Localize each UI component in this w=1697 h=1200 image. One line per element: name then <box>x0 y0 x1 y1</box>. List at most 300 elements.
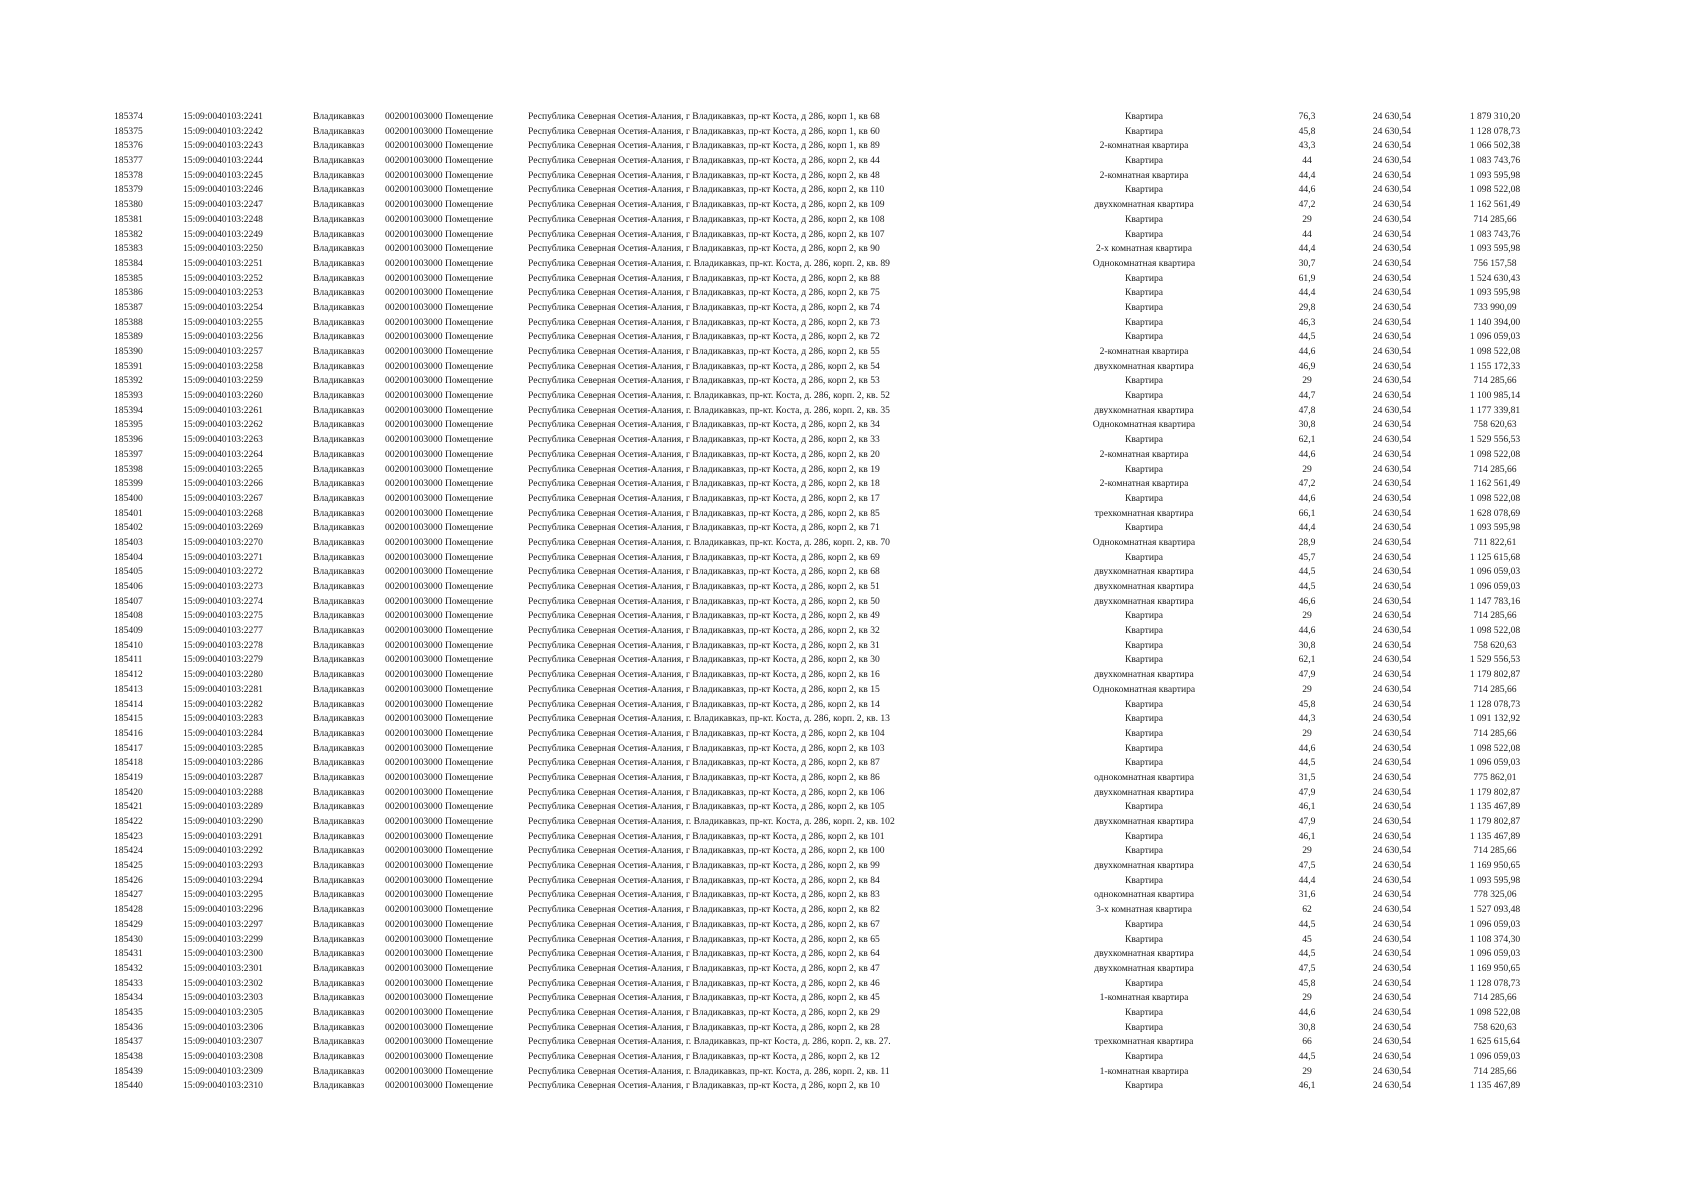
object-type: 002001003000 Помещение <box>385 948 494 960</box>
unit-cost: 24 630,54 <box>1372 404 1412 416</box>
premises-description: Квартира <box>1124 434 1164 446</box>
area-value: 29 <box>1302 463 1312 475</box>
object-type: 002001003000 Помещение <box>385 933 494 945</box>
cadastral-number: 15:09:0040103:2272 <box>183 566 263 578</box>
cadastral-number: 15:09:0040103:2305 <box>183 1006 263 1018</box>
address: Республика Северная Осетия-Алания, г Владикавказ, пр-кт Коста, д 286, корп 2, кв 104 <box>528 727 885 739</box>
address: Республика Северная Осетия-Алания, г Владикавказ, пр-кт Коста, д 286, корп 2, кв 30 <box>528 654 880 666</box>
row-number: 185395 <box>114 419 143 431</box>
premises-description: Однокомнатная квартира <box>1092 536 1196 548</box>
cadastral-value: 1 169 950,65 <box>1469 962 1521 974</box>
row-number: 185433 <box>114 977 143 989</box>
city-name: Владикавказ <box>313 522 365 534</box>
address: Республика Северная Осетия-Алания, г Владикавказ, пр-кт Коста, д 286, корп 2, кв 10 <box>528 1080 880 1092</box>
table-row <box>0 154 1697 169</box>
address: Республика Северная Осетия-Алания, г Владикавказ, пр-кт Коста, д 286, корп 2, кв 90 <box>528 243 880 255</box>
object-type: 002001003000 Помещение <box>385 1065 494 1077</box>
city-name: Владикавказ <box>313 272 365 284</box>
cadastral-number: 15:09:0040103:2250 <box>183 243 263 255</box>
object-type: 002001003000 Помещение <box>385 845 494 857</box>
cadastral-value: 1 100 985,14 <box>1469 390 1521 402</box>
area-value: 44,5 <box>1298 566 1316 578</box>
cadastral-number: 15:09:0040103:2271 <box>183 551 263 563</box>
address: Республика Северная Осетия-Алания, г Владикавказ, пр-кт Коста, д 286, корп 2, кв 19 <box>528 463 880 475</box>
premises-description: 1-комнатная квартира <box>1099 992 1189 1004</box>
cadastral-number: 15:09:0040103:2254 <box>183 301 263 313</box>
area-value: 66 <box>1302 1036 1312 1048</box>
row-number: 185432 <box>114 962 143 974</box>
area-value: 44,3 <box>1298 713 1316 725</box>
cadastral-number: 15:09:0040103:2245 <box>183 169 263 181</box>
city-name: Владикавказ <box>313 492 365 504</box>
area-value: 31,5 <box>1298 771 1316 783</box>
address: Республика Северная Осетия-Алания, г Владикавказ, пр-кт Коста, д 286, корп 2, кв 32 <box>528 625 880 637</box>
row-number: 185375 <box>114 125 143 137</box>
address: Республика Северная Осетия-Алания, г Владикавказ, пр-кт Коста, д 286, корп 2, кв 64 <box>528 948 880 960</box>
city-name: Владикавказ <box>313 228 365 240</box>
cadastral-value: 758 620,63 <box>1473 1021 1517 1033</box>
city-name: Владикавказ <box>313 595 365 607</box>
row-number: 185392 <box>114 375 143 387</box>
city-name: Владикавказ <box>313 125 365 137</box>
unit-cost: 24 630,54 <box>1372 155 1412 167</box>
city-name: Владикавказ <box>313 1065 365 1077</box>
cadastral-number: 15:09:0040103:2262 <box>183 419 263 431</box>
city-name: Владикавказ <box>313 1080 365 1092</box>
cadastral-value: 1 128 078,73 <box>1469 698 1521 710</box>
cadastral-value: 1 093 595,98 <box>1469 169 1521 181</box>
unit-cost: 24 630,54 <box>1372 478 1412 490</box>
cadastral-value: 1 098 522,08 <box>1469 625 1521 637</box>
cadastral-value: 1 093 595,98 <box>1469 874 1521 886</box>
cadastral-number: 15:09:0040103:2293 <box>183 860 263 872</box>
table-row <box>0 815 1697 830</box>
unit-cost: 24 630,54 <box>1372 316 1412 328</box>
address: Республика Северная Осетия-Алания, г Владикавказ, пр-кт Коста, д 286, корп 2, кв 67 <box>528 918 880 930</box>
city-name: Владикавказ <box>313 140 365 152</box>
row-number: 185386 <box>114 287 143 299</box>
area-value: 44,6 <box>1298 448 1316 460</box>
row-number: 185436 <box>114 1021 143 1033</box>
unit-cost: 24 630,54 <box>1372 874 1412 886</box>
cadastral-value: 1 083 743,76 <box>1469 155 1521 167</box>
cadastral-value: 1 125 615,68 <box>1469 551 1521 563</box>
address: Республика Северная Осетия-Алания, г. Владикавказ, пр-кт. Коста, д. 286, корп. 2, кв. 102 <box>528 816 895 827</box>
unit-cost: 24 630,54 <box>1372 169 1412 181</box>
row-number: 185428 <box>114 904 143 916</box>
object-type: 002001003000 Помещение <box>385 360 494 372</box>
row-number: 185398 <box>114 463 143 475</box>
object-type: 002001003000 Помещение <box>385 257 494 269</box>
address: Республика Северная Осетия-Алания, г. Владикавказ, пр-кт. Коста, д. 286, корп. 2, кв. 52 <box>528 390 890 402</box>
cadastral-value: 714 285,66 <box>1473 213 1517 225</box>
object-type: 002001003000 Помещение <box>385 904 494 916</box>
area-value: 47,9 <box>1298 669 1316 681</box>
cadastral-value: 1 098 522,08 <box>1469 492 1521 504</box>
row-number: 185429 <box>114 918 143 930</box>
cadastral-number: 15:09:0040103:2308 <box>183 1051 263 1062</box>
address: Республика Северная Осетия-Алания, г Владикавказ, пр-кт Коста, д 286, корп 2, кв 51 <box>528 581 880 592</box>
object-type: 002001003000 Помещение <box>385 786 494 798</box>
object-type: 002001003000 Помещение <box>385 507 494 519</box>
object-type: 002001003000 Помещение <box>385 434 494 446</box>
address: Республика Северная Осетия-Алания, г Владикавказ, пр-кт Коста, д 286, корп 2, кв 109 <box>528 199 885 211</box>
table-row <box>0 433 1697 448</box>
row-number: 185390 <box>114 346 143 357</box>
cadastral-value: 1 096 059,03 <box>1469 1051 1521 1062</box>
area-value: 28,9 <box>1298 536 1316 548</box>
cadastral-value: 1 096 059,03 <box>1469 757 1521 769</box>
row-number: 185435 <box>114 1006 143 1018</box>
city-name: Владикавказ <box>313 184 365 196</box>
row-number: 185434 <box>114 992 143 1004</box>
cadastral-number: 15:09:0040103:2241 <box>183 111 263 122</box>
row-number: 185394 <box>114 404 143 416</box>
area-value: 45 <box>1302 933 1312 945</box>
object-type: 002001003000 Помещение <box>385 184 494 196</box>
city-name: Владикавказ <box>313 404 365 416</box>
cadastral-value: 1 093 595,98 <box>1469 522 1521 534</box>
unit-cost: 24 630,54 <box>1372 742 1412 754</box>
cadastral-number: 15:09:0040103:2300 <box>183 948 263 960</box>
address: Республика Северная Осетия-Алания, г Владикавказ, пр-кт Коста, д 286, корп 1, кв 68 <box>528 111 880 122</box>
table-row <box>0 257 1697 272</box>
cadastral-number: 15:09:0040103:2259 <box>183 375 263 387</box>
table-row <box>0 580 1697 595</box>
city-name: Владикавказ <box>313 1021 365 1033</box>
table-row <box>0 727 1697 742</box>
row-number: 185413 <box>114 683 143 695</box>
city-name: Владикавказ <box>313 463 365 475</box>
object-type: 002001003000 Помещение <box>385 390 494 402</box>
cadastral-number: 15:09:0040103:2309 <box>183 1065 263 1077</box>
area-value: 30,7 <box>1298 257 1316 269</box>
premises-description: Квартира <box>1124 610 1164 622</box>
object-type: 002001003000 Помещение <box>385 375 494 387</box>
unit-cost: 24 630,54 <box>1372 816 1412 827</box>
premises-description: Квартира <box>1124 492 1164 504</box>
unit-cost: 24 630,54 <box>1372 213 1412 225</box>
row-number: 185404 <box>114 551 143 563</box>
area-value: 29 <box>1302 213 1312 225</box>
table-row <box>0 874 1697 889</box>
row-number: 185419 <box>114 771 143 783</box>
row-number: 185424 <box>114 845 143 857</box>
unit-cost: 24 630,54 <box>1372 595 1412 607</box>
object-type: 002001003000 Помещение <box>385 478 494 490</box>
address: Республика Северная Осетия-Алания, г Владикавказ, пр-кт Коста, д 286, корп 2, кв 69 <box>528 551 880 563</box>
table-row <box>0 360 1697 375</box>
object-type: 002001003000 Помещение <box>385 625 494 637</box>
address: Республика Северная Осетия-Алания, г Владикавказ, пр-кт Коста, д 286, корп 2, кв 99 <box>528 860 880 872</box>
object-type: 002001003000 Помещение <box>385 977 494 989</box>
address: Республика Северная Осетия-Алания, г Владикавказ, пр-кт Коста, д 286, корп 2, кв 54 <box>528 360 880 372</box>
area-value: 44 <box>1302 228 1312 240</box>
area-value: 44,4 <box>1298 522 1316 534</box>
row-number: 185383 <box>114 243 143 255</box>
city-name: Владикавказ <box>313 316 365 328</box>
area-value: 44,5 <box>1298 757 1316 769</box>
table-row <box>0 947 1697 962</box>
premises-description: 2-комнатная квартира <box>1099 169 1189 181</box>
area-value: 46,1 <box>1298 1080 1316 1092</box>
city-name: Владикавказ <box>313 918 365 930</box>
object-type: 002001003000 Помещение <box>385 404 494 416</box>
object-type: 002001003000 Помещение <box>385 111 494 122</box>
row-number: 185379 <box>114 184 143 196</box>
area-value: 44,5 <box>1298 948 1316 960</box>
unit-cost: 24 630,54 <box>1372 698 1412 710</box>
premises-description: двухкомнатная квартира <box>1094 962 1194 974</box>
table-row <box>0 492 1697 507</box>
premises-description: Квартира <box>1124 551 1164 563</box>
cadastral-value: 1 628 078,69 <box>1469 507 1521 519</box>
area-value: 44,6 <box>1298 742 1316 754</box>
cadastral-value: 1 169 950,65 <box>1469 860 1521 872</box>
premises-description: Квартира <box>1124 522 1164 534</box>
premises-description: Квартира <box>1124 727 1164 739</box>
row-number: 185378 <box>114 169 143 181</box>
cadastral-value: 1 096 059,03 <box>1469 331 1521 343</box>
table-row <box>0 668 1697 683</box>
row-number: 185376 <box>114 140 143 152</box>
table-row <box>0 830 1697 845</box>
unit-cost: 24 630,54 <box>1372 845 1412 857</box>
cadastral-value: 1 096 059,03 <box>1469 566 1521 578</box>
cadastral-number: 15:09:0040103:2289 <box>183 801 263 813</box>
row-number: 185415 <box>114 713 143 725</box>
object-type: 002001003000 Помещение <box>385 316 494 328</box>
cadastral-value: 1 066 502,38 <box>1469 140 1521 152</box>
unit-cost: 24 630,54 <box>1372 948 1412 960</box>
cadastral-number: 15:09:0040103:2266 <box>183 478 263 490</box>
address: Республика Северная Осетия-Алания, г Владикавказ, пр-кт Коста, д 286, корп 2, кв 83 <box>528 889 880 901</box>
cadastral-number: 15:09:0040103:2247 <box>183 199 263 211</box>
area-value: 44,4 <box>1298 169 1316 181</box>
unit-cost: 24 630,54 <box>1372 536 1412 548</box>
row-number: 185437 <box>114 1036 143 1048</box>
city-name: Владикавказ <box>313 713 365 725</box>
city-name: Владикавказ <box>313 169 365 181</box>
city-name: Владикавказ <box>313 507 365 519</box>
address: Республика Северная Осетия-Алания, г Владикавказ, пр-кт Коста, д 286, корп 2, кв 87 <box>528 757 880 769</box>
object-type: 002001003000 Помещение <box>385 1036 494 1048</box>
unit-cost: 24 630,54 <box>1372 419 1412 431</box>
address: Республика Северная Осетия-Алания, г Владикавказ, пр-кт Коста, д 286, корп 2, кв 28 <box>528 1021 880 1033</box>
row-number: 185400 <box>114 492 143 504</box>
address: Республика Северная Осетия-Алания, г. Владикавказ, пр-кт. Коста, д. 286, корп. 2, кв. 13 <box>528 713 890 725</box>
city-name: Владикавказ <box>313 962 365 974</box>
table-row <box>0 389 1697 404</box>
city-name: Владикавказ <box>313 610 365 622</box>
premises-description: Однокомнатная квартира <box>1092 683 1196 695</box>
unit-cost: 24 630,54 <box>1372 727 1412 739</box>
unit-cost: 24 630,54 <box>1372 1051 1412 1062</box>
row-number: 185393 <box>114 390 143 402</box>
unit-cost: 24 630,54 <box>1372 492 1412 504</box>
address: Республика Северная Осетия-Алания, г Владикавказ, пр-кт Коста, д 286, корп 2, кв 107 <box>528 228 885 240</box>
premises-description: Квартира <box>1124 375 1164 387</box>
cadastral-value: 1 135 467,89 <box>1469 830 1521 842</box>
cadastral-number: 15:09:0040103:2283 <box>183 713 263 725</box>
premises-description: Квартира <box>1124 933 1164 945</box>
table-row <box>0 698 1697 713</box>
row-number: 185410 <box>114 639 143 651</box>
premises-description: 2-комнатная квартира <box>1099 346 1189 357</box>
object-type: 002001003000 Помещение <box>385 1021 494 1033</box>
table-row <box>0 345 1697 360</box>
object-type: 002001003000 Помещение <box>385 199 494 211</box>
address: Республика Северная Осетия-Алания, г Владикавказ, пр-кт Коста, д 286, корп 2, кв 106 <box>528 786 885 798</box>
object-type: 002001003000 Помещение <box>385 566 494 578</box>
area-value: 45,7 <box>1298 551 1316 563</box>
cadastral-value: 1 135 467,89 <box>1469 801 1521 813</box>
cadastral-value: 1 155 172,33 <box>1469 360 1521 372</box>
cadastral-number: 15:09:0040103:2274 <box>183 595 263 607</box>
row-number: 185425 <box>114 860 143 872</box>
address: Республика Северная Осетия-Алания, г Владикавказ, пр-кт Коста, д 286, корп 1, кв 60 <box>528 125 880 137</box>
object-type: 002001003000 Помещение <box>385 771 494 783</box>
cadastral-number: 15:09:0040103:2279 <box>183 654 263 666</box>
premises-description: двухкомнатная квартира <box>1094 948 1194 960</box>
city-name: Владикавказ <box>313 698 365 710</box>
premises-description: двухкомнатная квартира <box>1094 816 1194 827</box>
unit-cost: 24 630,54 <box>1372 1036 1412 1048</box>
cadastral-value: 1 098 522,08 <box>1469 742 1521 754</box>
registry-table <box>0 110 1697 1094</box>
row-number: 185389 <box>114 331 143 343</box>
cadastral-value: 758 620,63 <box>1473 639 1517 651</box>
table-row <box>0 800 1697 815</box>
cadastral-number: 15:09:0040103:2246 <box>183 184 263 196</box>
cadastral-value: 775 862,01 <box>1473 771 1517 783</box>
address: Республика Северная Осетия-Алания, г Владикавказ, пр-кт Коста, д 286, корп 2, кв 48 <box>528 169 880 181</box>
cadastral-value: 1 098 522,08 <box>1469 346 1521 357</box>
city-name: Владикавказ <box>313 992 365 1004</box>
row-number: 185380 <box>114 199 143 211</box>
area-value: 44,7 <box>1298 390 1316 402</box>
table-row <box>0 198 1697 213</box>
city-name: Владикавказ <box>313 889 365 901</box>
city-name: Владикавказ <box>313 639 365 651</box>
premises-description: Квартира <box>1124 625 1164 637</box>
city-name: Владикавказ <box>313 933 365 945</box>
cadastral-number: 15:09:0040103:2280 <box>183 669 263 681</box>
area-value: 44,5 <box>1298 918 1316 930</box>
unit-cost: 24 630,54 <box>1372 786 1412 798</box>
premises-description: трехкомнатная квартира <box>1094 1036 1194 1048</box>
city-name: Владикавказ <box>313 243 365 255</box>
cadastral-number: 15:09:0040103:2310 <box>183 1080 263 1092</box>
unit-cost: 24 630,54 <box>1372 360 1412 372</box>
unit-cost: 24 630,54 <box>1372 257 1412 269</box>
cadastral-number: 15:09:0040103:2275 <box>183 610 263 622</box>
cadastral-number: 15:09:0040103:2268 <box>183 507 263 519</box>
premises-description: 2-комнатная квартира <box>1099 140 1189 152</box>
premises-description: Квартира <box>1124 874 1164 886</box>
city-name: Владикавказ <box>313 434 365 446</box>
address: Республика Северная Осетия-Алания, г. Владикавказ, пр-кт. Коста, д. 286, корп. 2, кв. 89 <box>528 257 890 269</box>
object-type: 002001003000 Помещение <box>385 698 494 710</box>
object-type: 002001003000 Помещение <box>385 492 494 504</box>
unit-cost: 24 630,54 <box>1372 713 1412 725</box>
premises-description: Квартира <box>1124 918 1164 930</box>
area-value: 47,5 <box>1298 962 1316 974</box>
premises-description: двухкомнатная квартира <box>1094 595 1194 607</box>
cadastral-value: 714 285,66 <box>1473 1065 1517 1077</box>
cadastral-value: 1 140 394,00 <box>1469 316 1521 328</box>
table-row <box>0 903 1697 918</box>
address: Республика Северная Осетия-Алания, г Владикавказ, пр-кт Коста, д 286, корп 2, кв 18 <box>528 478 880 490</box>
cadastral-number: 15:09:0040103:2248 <box>183 213 263 225</box>
address: Республика Северная Осетия-Алания, г Владикавказ, пр-кт Коста, д 286, корп 2, кв 55 <box>528 346 880 357</box>
city-name: Владикавказ <box>313 625 365 637</box>
table-row <box>0 463 1697 478</box>
table-row <box>0 1079 1697 1094</box>
object-type: 002001003000 Помещение <box>385 683 494 695</box>
address: Республика Северная Осетия-Алания, г Владикавказ, пр-кт Коста, д 286, корп 2, кв 46 <box>528 977 880 989</box>
cadastral-value: 1 162 561,49 <box>1469 199 1521 211</box>
area-value: 30,8 <box>1298 1021 1316 1033</box>
premises-description: однокомнатная квартира <box>1093 889 1195 901</box>
cadastral-number: 15:09:0040103:2251 <box>183 257 263 269</box>
table-row <box>0 448 1697 463</box>
object-type: 002001003000 Помещение <box>385 536 494 548</box>
unit-cost: 24 630,54 <box>1372 904 1412 916</box>
premises-description: Квартира <box>1124 654 1164 666</box>
cadastral-number: 15:09:0040103:2301 <box>183 962 263 974</box>
premises-description: Квартира <box>1124 125 1164 137</box>
cadastral-number: 15:09:0040103:2243 <box>183 140 263 152</box>
table-row <box>0 639 1697 654</box>
premises-description: двухкомнатная квартира <box>1094 566 1194 578</box>
premises-description: Квартира <box>1124 155 1164 167</box>
cadastral-number: 15:09:0040103:2244 <box>183 155 263 167</box>
unit-cost: 24 630,54 <box>1372 228 1412 240</box>
city-name: Владикавказ <box>313 1036 365 1048</box>
row-number: 185384 <box>114 257 143 269</box>
row-number: 185412 <box>114 669 143 681</box>
city-name: Владикавказ <box>313 375 365 387</box>
object-type: 002001003000 Помещение <box>385 874 494 886</box>
cadastral-number: 15:09:0040103:2257 <box>183 346 263 357</box>
table-row <box>0 859 1697 874</box>
row-number: 185377 <box>114 155 143 167</box>
cadastral-number: 15:09:0040103:2284 <box>183 727 263 739</box>
address: Республика Северная Осетия-Алания, г. Владикавказ, пр-кт. Коста, д. 286, корп. 2, кв. 11 <box>528 1065 890 1077</box>
premises-description: Квартира <box>1124 316 1164 328</box>
area-value: 46,1 <box>1298 801 1316 813</box>
unit-cost: 24 630,54 <box>1372 111 1412 122</box>
object-type: 002001003000 Помещение <box>385 463 494 475</box>
table-row <box>0 1065 1697 1080</box>
premises-description: Квартира <box>1124 301 1164 313</box>
unit-cost: 24 630,54 <box>1372 287 1412 299</box>
city-name: Владикавказ <box>313 757 365 769</box>
row-number: 185422 <box>114 816 143 827</box>
unit-cost: 24 630,54 <box>1372 992 1412 1004</box>
area-value: 44,6 <box>1298 492 1316 504</box>
premises-description: Квартира <box>1124 272 1164 284</box>
cadastral-number: 15:09:0040103:2303 <box>183 992 263 1004</box>
object-type: 002001003000 Помещение <box>385 228 494 240</box>
cadastral-value: 714 285,66 <box>1473 463 1517 475</box>
address: Республика Северная Осетия-Алания, г Владикавказ, пр-кт Коста, д 286, корп 2, кв 12 <box>528 1051 880 1062</box>
table-row <box>0 624 1697 639</box>
table-row <box>0 595 1697 610</box>
city-name: Владикавказ <box>313 478 365 490</box>
address: Республика Северная Осетия-Алания, г Владикавказ, пр-кт Коста, д 286, корп 2, кв 88 <box>528 272 880 284</box>
